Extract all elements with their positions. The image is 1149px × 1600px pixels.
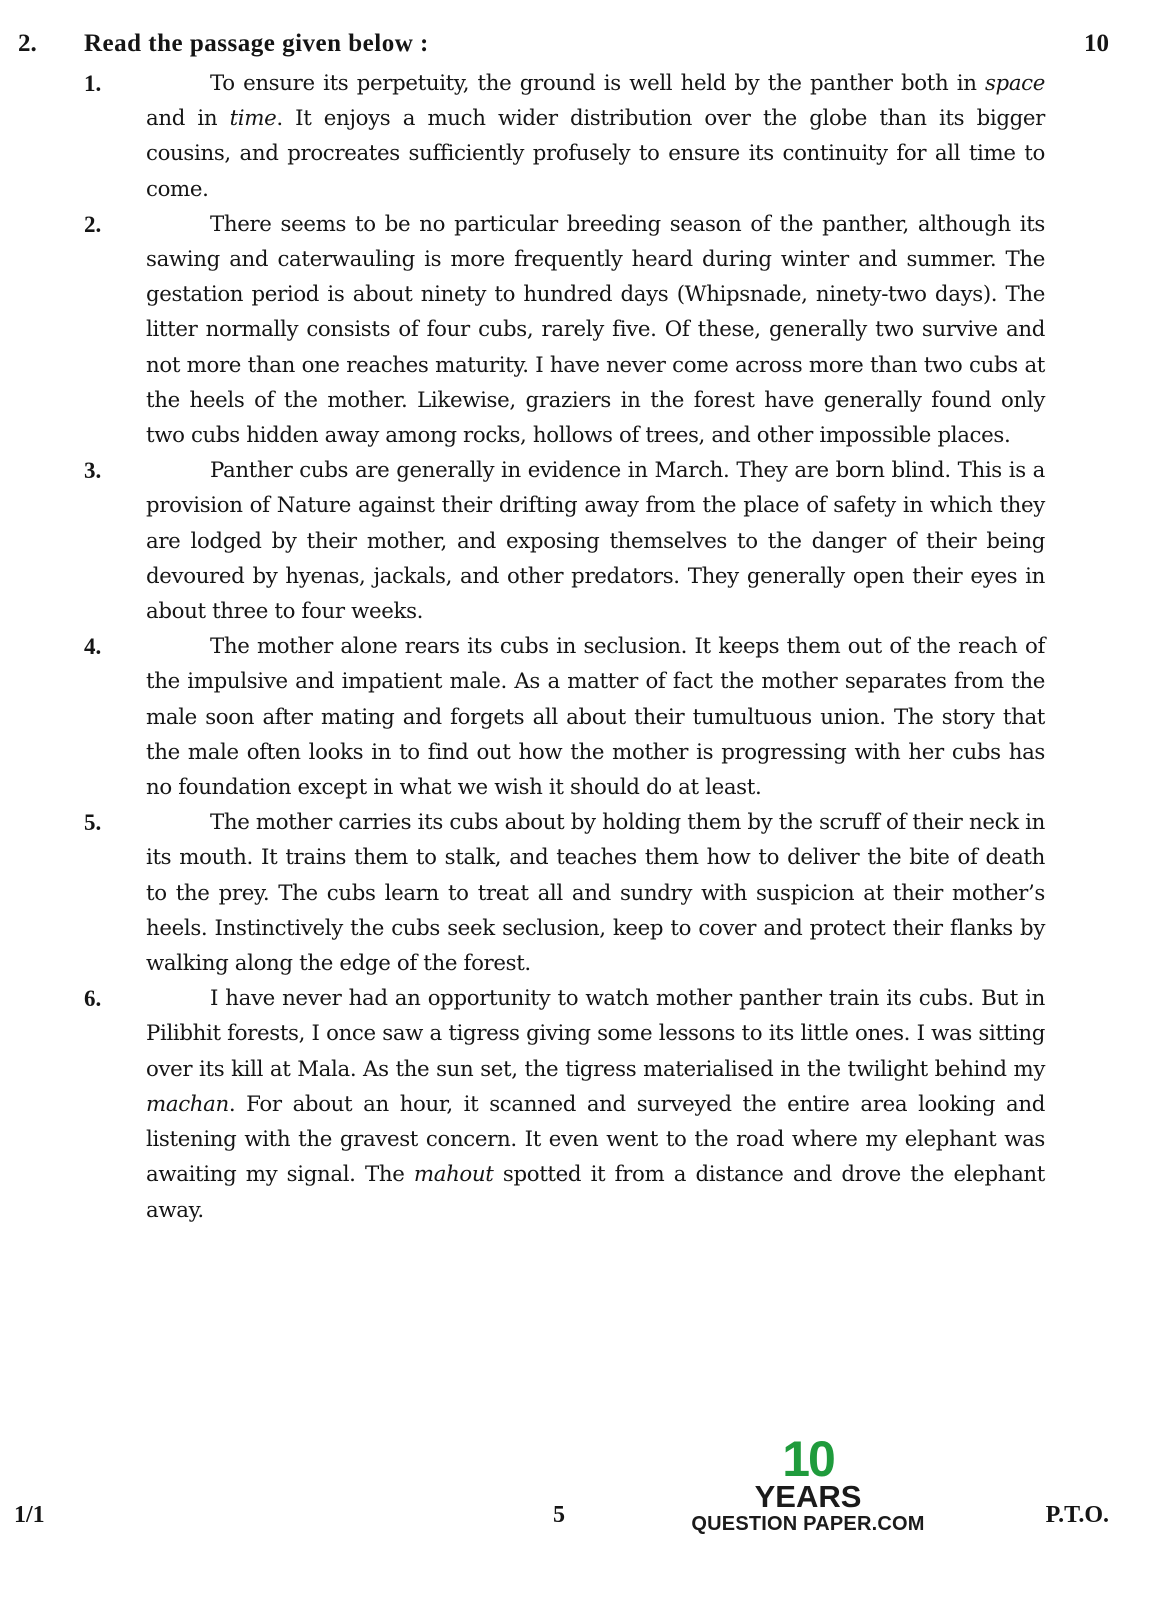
text-run: . It enjoys a much wider distribution over the globe than its bigger cousins, and procreates sufficiently profusely to ensure its continuity for all time to come. (146, 106, 1045, 202)
italic-term: space (984, 71, 1045, 96)
text-run: spotted it from a distance and drove the elephant away. (146, 1162, 1046, 1223)
paragraph-number: 4. (84, 634, 102, 660)
text-run: The mother alone rears its cubs in seclusion. It keeps them out of the reach of the impulsive and impatient male. As a matter of fact the mother separates from the male soon after mating and forgets all about their tumultuous union. The story that the male often looks in to find out how the mother is progressing with her cubs has no foundation except in what we wish it should do at least. (146, 634, 1045, 801)
text-run: and in (146, 106, 230, 132)
paragraph-text (146, 453, 1045, 629)
question-title: Read the passage given below : (84, 30, 429, 57)
paragraph-number: 1. (84, 71, 102, 96)
text-run: To ensure its perpetuity, the ground is well held by the panther both in (210, 71, 985, 96)
logo-site: QUESTION PAPER.COM (691, 1513, 925, 1535)
text-run: Panther cubs are generally in evidence in March. They are born blind. This is a provision of Nature against their drifting away from the place of safety in which they are lodged by their mother, and exposing themselves to the danger of their being devoured by hyenas, jackals, and other predators. They generally open their eyes in about three to four weeks. (146, 458, 1045, 625)
passage-paragraph (80, 453, 1045, 629)
pto-label: P.T.O. (1045, 1502, 1109, 1528)
paragraph-number: 5. (84, 810, 102, 836)
text-run: I have never had an opportunity to watch mother panther train its cubs. But in Pilibhit forests, I once saw a tigress giving some lessons to its little ones. I was sitting over its kill at Mala. As the sun set, the tigress materialised in the twilight behind my (146, 986, 1045, 1082)
text-run: . For about an hour, it scanned and surveyed the entire area looking and listening with the gravest concern. It even went to the road where my elephant was awaiting my signal. The (146, 1091, 1045, 1188)
paragraph-number: 2. (84, 211, 102, 237)
paragraph-text (146, 66, 1045, 207)
italic-term: machan (146, 1091, 229, 1117)
paper-code: 1/1 (14, 1502, 45, 1528)
italic-term: mahout (413, 1162, 494, 1188)
question-marks: 10 (1084, 30, 1109, 57)
text-run: There seems to be no particular breeding season of the panther, although its sawing and caterwauling is more frequently heard during winter and summer. The gestation period is about ninety to hundred days (Whipsnade, ninety-two days). The litter normally consists of four cubs, rarely five. Of these, generally two survive and not more than one reaches maturity. I have never come across more than two cubs at the heels of the mother. Likewise, graziers in the forest have generally found only two cubs hidden away among rocks, hollows of trees, and other impossible places. (146, 211, 1045, 449)
logo-number: 10 (782, 1431, 834, 1487)
passage (80, 66, 1045, 1228)
paragraph-text (146, 805, 1045, 981)
question-header (18, 30, 1109, 66)
paragraph-text (146, 207, 1045, 453)
question-number: 2. (18, 30, 37, 57)
paragraph-text (146, 629, 1045, 805)
italic-term: time (229, 106, 277, 132)
paragraph-text (146, 981, 1045, 1227)
paragraph-number: 3. (84, 458, 102, 484)
passage-paragraph (80, 805, 1045, 981)
passage-paragraph (80, 629, 1045, 805)
page-number: 5 (553, 1502, 565, 1528)
text-run: The mother carries its cubs about by holding them by the scruff of their neck in its mouth. It trains them to stalk, and teaches them how to deliver the bite of death to the prey. The cubs learn to treat all and sundry with suspicion at their mother’s heels. Instinctively the cubs seek seclusion, keep to cover and protect their flanks by walking along the edge of the forest. (146, 810, 1045, 977)
paragraph-number: 6. (84, 986, 102, 1012)
passage-paragraph (80, 981, 1045, 1227)
passage-paragraph (80, 66, 1045, 207)
passage-paragraph (80, 207, 1045, 453)
site-logo (688, 1431, 928, 1536)
logo-years: YEARS (754, 1479, 862, 1514)
